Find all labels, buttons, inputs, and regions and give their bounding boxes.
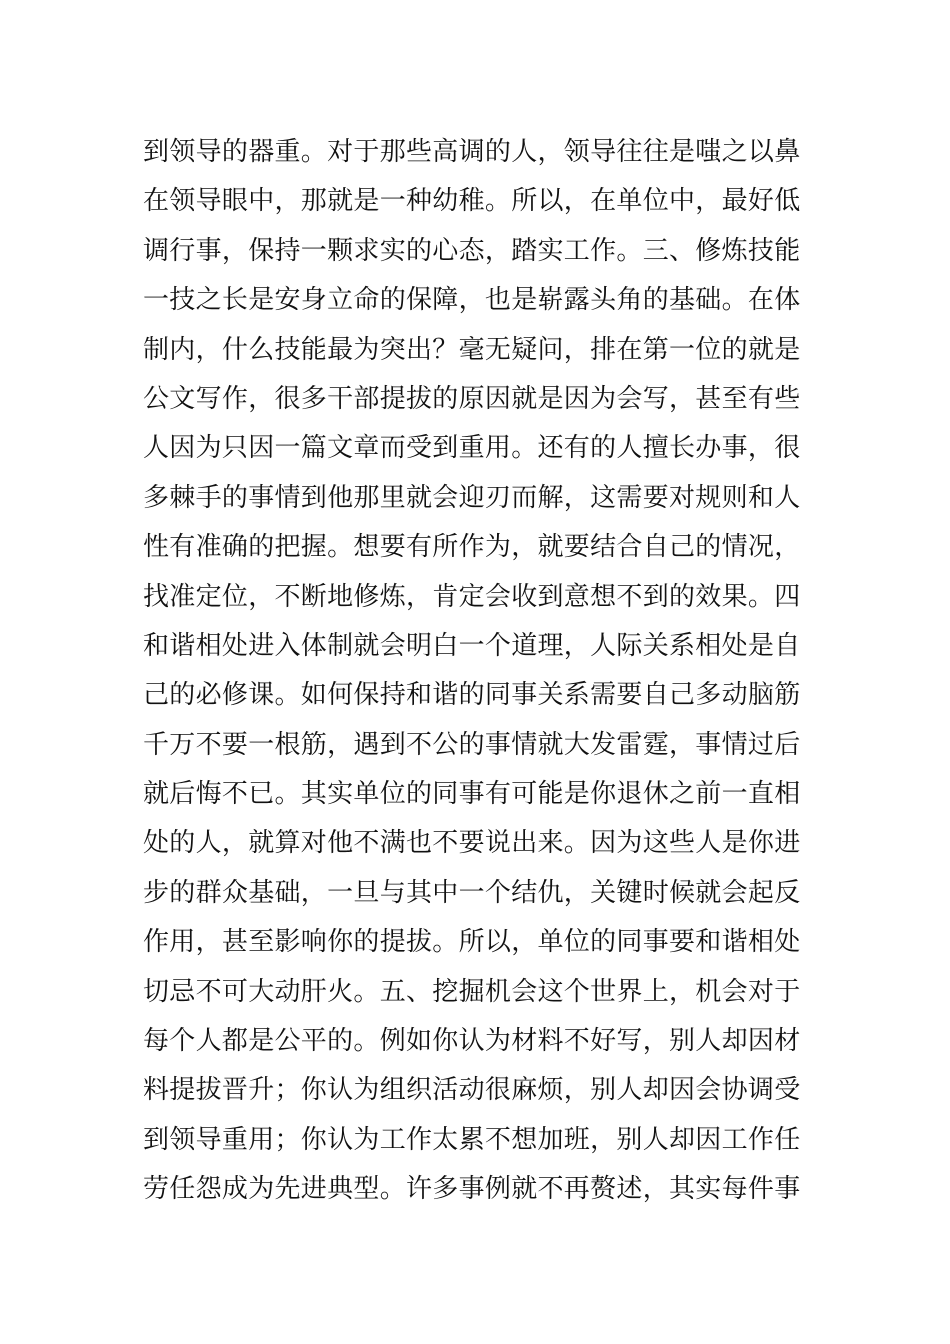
text-line: 公文写作，很多干部提拔的原因就是因为会写，甚至有些 [143, 383, 801, 414]
text-line: 处的人，就算对他不满也不要说出来。因为这些人是你进 [143, 828, 801, 859]
text-line: 己的必修课。如何保持和谐的同事关系需要自己多动脑筋 [143, 680, 801, 711]
text-line: 调行事，保持一颗求实的心态，踏实工作。三、修炼技能 [143, 235, 801, 266]
text-line: 到领导的器重。对于那些高调的人，领导往往是嗤之以鼻 [143, 137, 801, 167]
text-line: 多棘手的事情到他那里就会迎刃而解，这需要对规则和人 [143, 482, 801, 513]
text-line: 性有准确的把握。想要有所作为，就要结合自己的情况， [143, 532, 801, 563]
text-line: 在领导眼中，那就是一种幼稚。所以，在单位中，最好低 [143, 186, 801, 217]
text-line: 就后悔不已。其实单位的同事有可能是你退休之前一直相 [143, 779, 801, 810]
text-line: 一技之长是安身立命的保障，也是崭露头角的基础。在体 [143, 285, 801, 316]
text-line: 切忌不可大动肝火。五、挖掘机会这个世界上，机会对于 [143, 976, 801, 1007]
text-line: 到领导重用；你认为工作太累不想加班，别人却因工作任 [143, 1124, 801, 1155]
text-line: 找准定位，不断地修炼，肯定会收到意想不到的效果。四 [143, 581, 801, 612]
text-line: 每个人都是公平的。例如你认为材料不好写，别人却因材 [143, 1026, 801, 1057]
document-body [143, 128, 823, 1215]
text-line: 劳任怨成为先进典型。许多事例就不再赘述，其实每件事 [143, 1174, 801, 1205]
text-line: 料提拔晋升；你认为组织活动很麻烦，别人却因会协调受 [143, 1075, 801, 1106]
text-line: 作用，甚至影响你的提拔。所以，单位的同事要和谐相处 [143, 927, 801, 958]
text-line: 步的群众基础，一旦与其中一个结仇，关键时候就会起反 [143, 877, 801, 908]
text-line: 制内，什么技能最为突出？毫无疑问，排在第一位的就是 [143, 334, 801, 365]
text-line: 和谐相处进入体制就会明白一个道理，人际关系相处是自 [143, 630, 801, 661]
text-line: 人因为只因一篇文章而受到重用。还有的人擅长办事，很 [143, 433, 801, 464]
text-line: 千万不要一根筋，遇到不公的事情就大发雷霆，事情过后 [143, 729, 801, 760]
